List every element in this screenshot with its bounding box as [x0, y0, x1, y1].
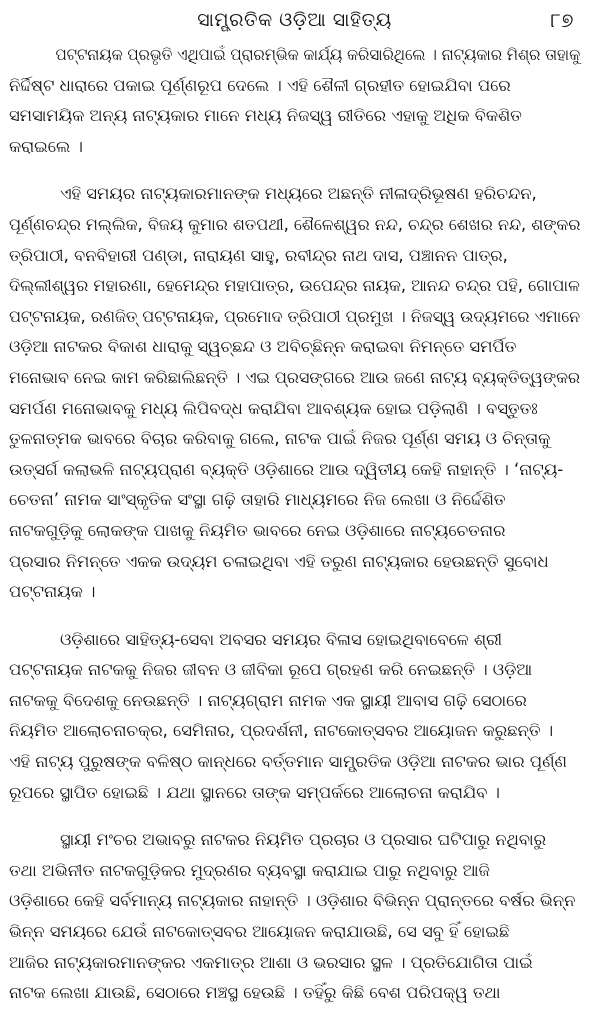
text-line: ପଟ୍ଟନାୟକ ପ୍ରଭୃତି ଏଥିପାଇଁ ପ୍ରାରମ୍ଭିକ କାର୍ଯ୍ୟ କରିସାରିଥିଲେ । ନାଟ୍ୟକାର ମିଶ୍ର ତାହାକୁ	[55, 45, 581, 64]
text-line: ଦିଲ୍ଲୀଶ୍ୱର ମହାରଣା, ହେମେନ୍ଦ୍ର ମହାପାତ୍ର, ଉପେନ୍ଦ୍ର ନାୟକ, ଆନନ୍ଦ ଚନ୍ଦ୍ର ପହି, ଗୋପାଳ	[9, 276, 580, 296]
text-line: ଓଡ଼ିଶାରେ କେହି ସର୍ବମାନ୍ୟ ନାଟ୍ୟକାର ନାହାନ୍ତି । ଓଡ଼ିଶାର ବିଭିନ୍ନ ପ୍ରାନ୍ତରେ ବର୍ଷର ଭିନ୍ନ	[9, 891, 576, 911]
text-line: ରୂପରେ ସ୍ଥାପିତ ହୋଇଛି । ଯଥା ସ୍ଥାନରେ ତାଙ୍କ ସମ୍ପର୍କରେ ଆଲୋଚନା କରାଯିବ ।	[9, 782, 500, 802]
page-number: ୮୭	[550, 8, 574, 32]
text-line: ନିର୍ଦ୍ଦିଷ୍ଟ ଧାରାରେ ପକାଇ ପୂର୍ଣ୍ଣରୂପ ଦେଲେ । ଏହି ଶୈଳୀ ଗ୍ରହୀତ ହୋଇଯିବା ପରେ	[9, 75, 511, 95]
text-line: ପଟ୍ଟନାୟକ ନାଟକକୁ ନିଜର ଜୀବନ ଓ ଜୀବିକା ରୂପେ ଗ୍ରହଣ କରି ନେଇଛନ୍ତି । ଓଡ଼ିଆ	[9, 660, 533, 680]
running-head-title: ସାମ୍ପ୍ରତିକ ଓଡ଼ିଆ ସାହିତ୍ୟ	[197, 9, 392, 31]
text-line: ନାଟକଗୁଡ଼ିକୁ ଲୋକଙ୍କ ପାଖକୁ ନିୟମିତ ଭାବରେ ନେଇ ଓଡ଼ିଶାରେ ନାଟ୍ୟଚେତନାର	[9, 520, 506, 540]
paragraph-gap	[9, 808, 580, 825]
text-line: ଏହି ସମୟର ନାଟ୍ୟକାରମାନଙ୍କ ମଧ୍ୟରେ ଅଛନ୍ତି ନୀଳାଦ୍ରିଭୂଷଣ ହରିଚନ୍ଦନ,	[60, 184, 537, 204]
text-line: ନାଟକକୁ ବିଦେଶକୁ ନେଉଛନ୍ତି । ନାଟ୍ୟଗ୍ରାମ ନାମକ ଏକ ସ୍ଥାୟୀ ଆବାସ ଗଢ଼ି ସେଠାରେ	[9, 690, 527, 710]
text-line: ମନୋଭାବ ନେଇ କାମ କରିଛାଲିଛନ୍ତି । ଏଇ ପ୍ରସଙ୍ଗରେ ଆଉ ଜଣେ ନାଟ୍ୟ ବ୍ୟକ୍ତିତ୍ୱଙ୍କର	[9, 367, 580, 387]
body-text	[9, 40, 580, 1009]
paragraph-gap	[9, 162, 580, 179]
text-line: ସମସାମୟିକ ଅନ୍ୟ ନାଟ୍ୟକାର ମାନେ ମଧ୍ୟ ନିଜସ୍ୱ ରୀତିରେ ଏହାକୁ ଅଧିକ ବିକଶିତ	[9, 106, 522, 126]
text-line: ତ୍ରିପାଠୀ, ବନବିହାରୀ ପଣ୍ଡା, ନାରାୟଣ ସାହୁ, ରବୀନ୍ଦ୍ର ନାଥ ଦାସ, ପଞ୍ଚାନନ ପାତ୍ର,	[9, 245, 508, 265]
text-line: ତଥା ଅଭିନୀତ ନାଟକଗୁଡ଼ିକର ମୁଦ୍ରଣର ବ୍ୟବସ୍ଥା କରାଯାଇ ପାରୁ ନଥିବାରୁ ଆଜି	[9, 860, 490, 880]
text-line: ନାଟକ ଲେଖା ଯାଉଛି, ସେଠାରେ ମଞ୍ଚସ୍ଥ ହେଉଛି । ତହିଁରୁ କିଛି ବେଶ ପରିପକ୍ୱ ତଥା	[9, 983, 501, 1003]
text-line: ଏହି ନାଟ୍ୟ ପୁରୁଷଙ୍କ ବଳିଷ୍ଠ କାନ୍ଧରେ ବର୍ତ୍ତମାନ ସାମ୍ପ୍ରତିକ ଓଡ଼ିଆ ନାଟକର ଭାର ପୂର୍ଣ୍ଣ	[9, 752, 567, 772]
text-line: ପ୍ରସାର ନିମନ୍ତେ ଏକକ ଉଦ୍ୟମ ଚଳାଇଥିବା ଏହି ତରୁଣ ନାଟ୍ୟକାର ହେଉଛନ୍ତି ସୁବୋଧ	[9, 551, 549, 571]
text-line: ଭିନ୍ନ ସମୟରେ ଯେଉଁ ନାଟକୋତ୍ସବର ଆୟୋଜନ କରାଯାଉଛି, ସେ ସବୁ ହିଁ ହୋଇଛି	[9, 922, 510, 942]
running-head	[9, 0, 580, 40]
text-line: ପୂର୍ଣ୍ଣଚନ୍ଦ୍ର ମଲ୍ଲିକ, ବିଜୟ କୁମାର ଶତପଥୀ, ଶୈଳେଶ୍ୱର ନନ୍ଦ, ଚନ୍ଦ୍ର ଶେଖର ନନ୍ଦ, ଶଙ୍କର	[9, 214, 581, 234]
text-line: ପଟ୍ଟନାୟକ, ରଣଜିତ୍ ପଟ୍ଟନାୟକ, ପ୍ରମୋଦ ତ୍ରିପାଠୀ ପ୍ରମୁଖ । ନିଜସ୍ୱ ଉଦ୍ୟମରେ ଏମାନେ	[9, 306, 581, 326]
text-line: ନିୟମିତ ଆଲୋଚନାଚକ୍ର, ସେମିନାର, ପ୍ରଦର୍ଶନୀ, ନାଟକୋତ୍ସବର ଆୟୋଜନ କରୁଛନ୍ତି ।	[9, 721, 554, 741]
paragraph	[9, 179, 580, 607]
text-line: ଉତ୍ସର୍ଗ କଲାଭଳି ନାଟ୍ୟପ୍ରାଣ ବ୍ୟକ୍ତି ଓଡ଼ିଶାରେ ଆଉ ଦ୍ୱିତୀୟ କେହି ନାହାନ୍ତି । ‘ନାଟ୍ୟ-	[9, 459, 564, 479]
paragraph	[9, 40, 580, 162]
text-line: ପଟ୍ଟନାୟକ ।	[9, 582, 96, 602]
text-line: ଓଡ଼ିଆ ନାଟକର ବିକାଶ ଧାରାକୁ ସ୍ୱଚ୍ଛନ୍ଦ ଓ ଅବିଚ୍ଛିନ୍ନ କରାଇବା ନିମନ୍ତେ ସମର୍ପିତ	[9, 337, 517, 357]
paragraph-gap	[9, 608, 580, 625]
text-line: ତୁଳନାତ୍ମକ ଭାବରେ ବିଚାର କରିବାକୁ ଗଲେ, ନାଟକ ପାଇଁ ନିଜର ପୂର୍ଣ୍ଣ ସମୟ ଓ ଚିନ୍ତାକୁ	[9, 429, 551, 449]
text-line: ଓଡ଼ିଶାରେ ସାହିତ୍ୟ-ସେବା ଅବସର ସମୟର ବିଳାସ ହୋଇଥିବାବେଳେ ଶ୍ରୀ	[60, 629, 503, 649]
text-line: କରାଇଲେ ।	[9, 136, 83, 156]
text-line: ଆଜିର ନାଟ୍ୟକାରମାନଙ୍କର ଏକମାତ୍ର ଆଶା ଓ ଭରସାର ସ୍ଥଳ । ପ୍ରତିଯୋଗିତା ପାଇଁ	[9, 952, 533, 972]
paragraph	[9, 825, 580, 1009]
text-line: ଚେତନା’ ନାମକ ସାଂସ୍କୃତିକ ସଂସ୍ଥା ଗଢ଼ି ତାହାରି ମାଧ୍ୟମରେ ନିଜ ଲେଖା ଓ ନିର୍ଦ୍ଦେଶିତ	[9, 490, 506, 510]
text-line: ସ୍ଥାୟୀ ମଂଚର ଅଭାବରୁ ନାଟକର ନିୟମିତ ପ୍ରଚାର ଓ ପ୍ରସାର ଘଟିପାରୁ ନଥିବାରୁ	[60, 830, 547, 850]
text-line: ସମର୍ପଣ ମନୋଭାବକୁ ମଧ୍ୟ ଲିପିବଦ୍ଧ କରାଯିବା ଆବଶ୍ୟକ ହୋଇ ପଡ଼ିଲାଣି । ବସ୍ତୁତଃ	[9, 398, 538, 418]
paragraph	[9, 625, 580, 809]
